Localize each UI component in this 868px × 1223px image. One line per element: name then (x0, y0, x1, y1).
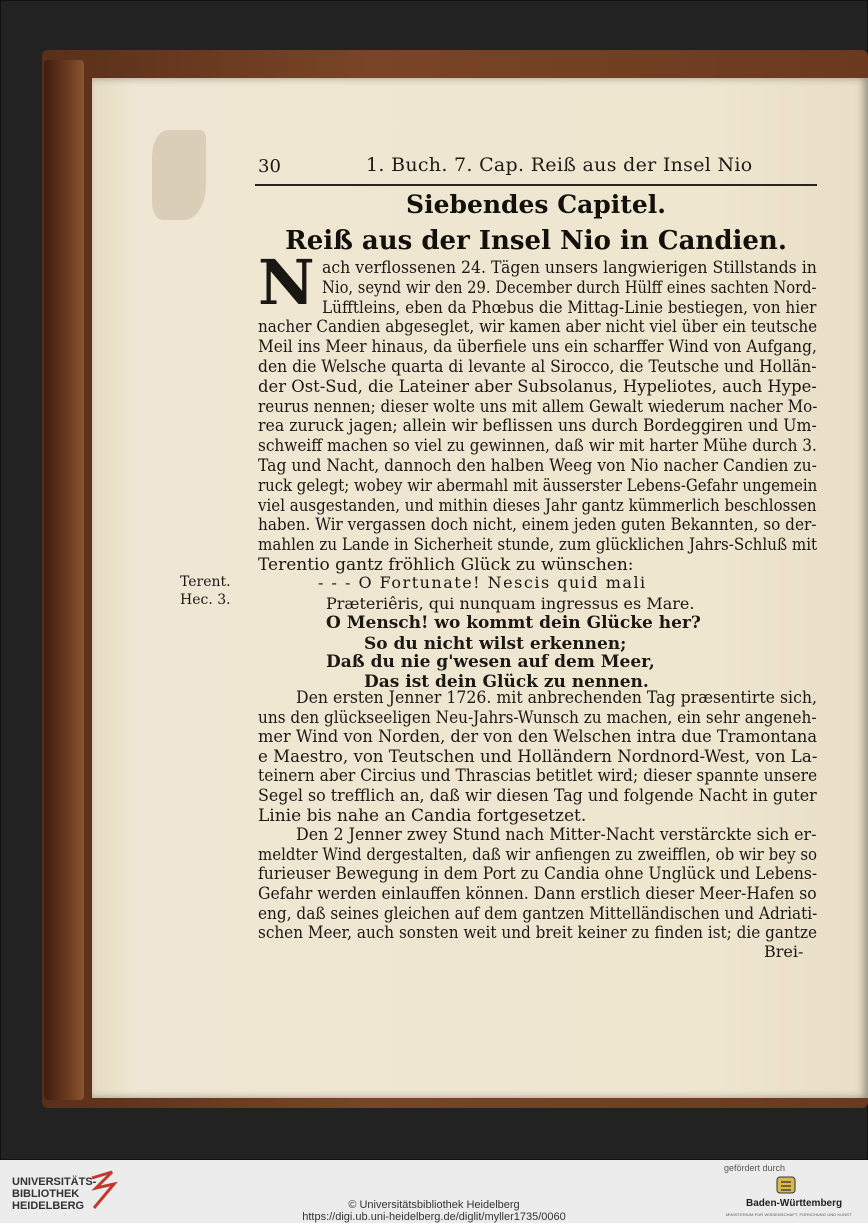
body-line: Nio, seynd wir den 29. December durch Hülff eines sachten Nord- (322, 277, 817, 298)
running-head: 1. Buch. 7. Cap. Reiß aus der Insel Nio (366, 154, 753, 176)
body-line: teinern aber Circius und Thrascias betitlet wird; dieser spannte unsere (258, 766, 818, 787)
page-number: 30 (258, 156, 281, 177)
body-line: ach verflossenen 24. Tägen unsers langwierigen Stillstands in (322, 258, 817, 278)
verse-line-6: Das ist dein Glück zu nennen. (364, 672, 649, 692)
funded-by-label: gefördert durch (724, 1163, 786, 1173)
margin-note-1: Terent. (180, 574, 231, 590)
body-line: nacher Candien abgeseglet, wir kamen aber nicht viel über ein teutsche (258, 317, 818, 338)
body-line: Linie bis nahe an Candia fortgesetzet. (258, 805, 587, 826)
body-line: Tag und Nacht, dannoch den halben Weeg von Nio nacher Candien zu- (258, 456, 817, 476)
chapter-title: Siebendes Capitel. (406, 190, 666, 219)
body-line: viel ausgestanden, und mithin dieses Jahr gantz kümmerlich beschlossen (258, 495, 817, 516)
library-line-2: BIBLIOTHEK (12, 1188, 80, 1200)
copyright-text: © Universitätsbibliothek Heidelberg (348, 1199, 520, 1211)
body-line: rea zuruck jagen; allein wir beflissen uns durch Bordeggiren und Um- (258, 416, 817, 437)
body-line: meldter Wind dergestalten, daß wir anfiengen zu zweifflen, ob wir bey so (258, 844, 818, 865)
body-line: Meil ins Meer hinaus, da überfiele uns ein scharffer Wind von Aufgang, (258, 337, 817, 358)
body-line: eng, daß seines gleichen auf dem gantzen Mittelländischen und Adriati- (258, 903, 818, 924)
body-line: schen Meer, auch sonsten weit und breit keiner zu finden ist; die gantze (258, 923, 818, 944)
body-line: mer Wind von Norden, der von den Welschen intra due Tramontana (258, 727, 818, 748)
verse-line-4: So du nicht wilst erkennen; (364, 634, 627, 654)
body-line: Lüfftleins, eben da Phœbus die Mittag-Linie bestiegen, von hier (322, 297, 817, 318)
body-line: furieuser Bewegung in dem Port zu Candia ohne Unglück und Lebens- (258, 864, 818, 885)
body-line: schweiff machen so viel zu gewinnen, daß wir mit harter Mühe durch 3. (258, 436, 817, 457)
chapter-subtitle: Reiß aus der Insel Nio in Candien. (285, 226, 787, 256)
body-line: haben. Wir vergassen doch nicht, einem jeden guten Bekannten, so der- (258, 515, 817, 536)
header-rule (255, 184, 817, 186)
body-line: der Ost-Sud, die Lateiner aber Subsolanus, Hypeliotes, auch Hype- (258, 376, 817, 397)
state-crest-icon (771, 1175, 801, 1195)
body-line: Terentio gantz fröhlich Glück zu wünschen: (258, 555, 634, 575)
state-name: Baden-Württemberg (746, 1198, 843, 1209)
book-spine (44, 60, 84, 1100)
verse-line-2: Præteriêris, qui nunquam ingressus es Mare. (326, 594, 695, 613)
body-line: Segel so trefflich an, daß wir diesen Tag und folgende Nacht in guter (258, 786, 817, 806)
margin-note-2: Hec. 3. (180, 592, 231, 608)
page-stain (152, 130, 206, 220)
body-line: den die Welsche quarta di levante al Sirocco, die Teutsche und Hollän- (258, 357, 817, 377)
library-line-3: HEIDELBERG (12, 1200, 85, 1212)
permalink[interactable]: https://digi.ub.uni-heidelberg.de/diglit/myller1735/0060 (302, 1211, 566, 1223)
body-line: ruck gelegt; wobey wir abermahl mit äusserster Lebens-Gefahr ungemein (258, 475, 818, 496)
body-line: Gefahr werden einlauffen können. Dann erstlich dieser Meer-Hafen so (258, 884, 817, 904)
body-line: Den 2 Jenner zwey Stund nach Mitter-Nacht verstärckte sich er- (296, 825, 817, 846)
body-line: mahlen zu Lande in Sicherheit stunde, zum glücklichen Jahrs-Schluß mit (258, 535, 818, 556)
body-line: Den ersten Jenner 1726. mit anbrechenden Tag præsentirte sich, (296, 688, 818, 708)
verse-line-3: O Mensch! wo kommt dein Glücke her? (326, 613, 701, 633)
body-line: reurus nennen; dieser wolte uns mit allem Gewalt wiederum nacher Mo- (258, 396, 818, 417)
library-line-1: UNIVERSITÄTS- (12, 1176, 97, 1188)
verse-line-1: - - - O Fortunate! Nescis quid mali (318, 573, 647, 592)
body-line: uns den glückseeligen Neu-Jahrs-Wunsch zu machen, ein sehr angeneh- (258, 707, 817, 728)
catchword: Brei- (764, 942, 804, 961)
drop-cap: N (258, 246, 315, 319)
ministry-name: MINISTERIUM FÜR WISSENSCHAFT, FORSCHUNG UND KUNST (726, 1212, 852, 1217)
body-line: e Maestro, von Teutschen und Holländern Nordnord-West, von La- (258, 746, 818, 767)
verse-line-5: Daß du nie g'wesen auf dem Meer, (326, 652, 655, 672)
